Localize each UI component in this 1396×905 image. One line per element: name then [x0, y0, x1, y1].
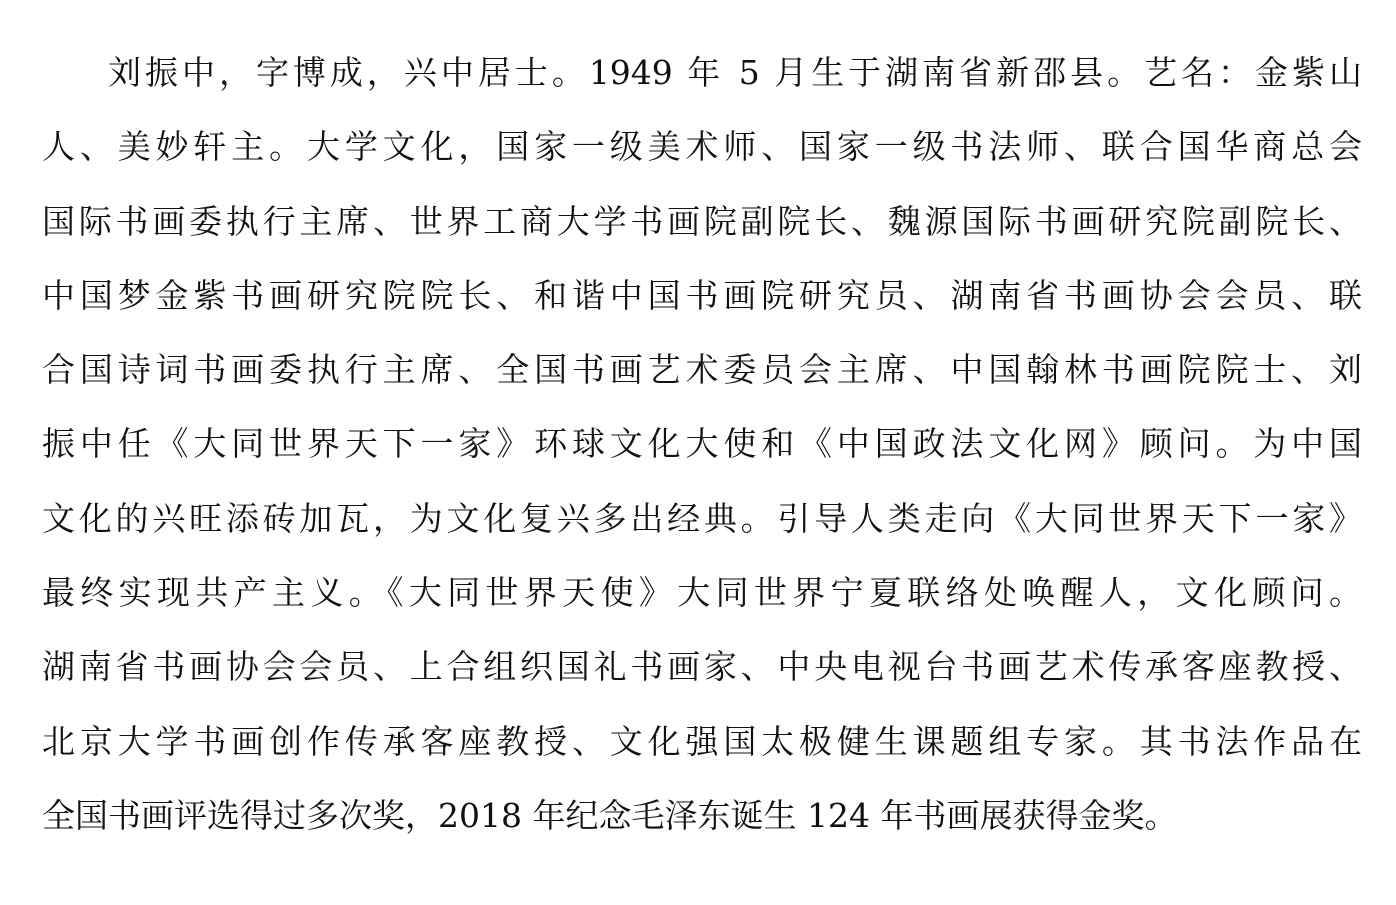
text-line-6: 振中任《大同世界天下一家》环球文化大使和《中国政法文化网》顾问。为中国	[42, 424, 1362, 464]
text-line-5: 合国诗词书画委执行主席、全国书画艺术委员会主席、中国翰林书画院院士、刘	[42, 350, 1362, 390]
text-line-9: 湖南省书画协会会员、上合组织国礼书画家、中央电视台书画艺术传承客座教授、	[42, 647, 1362, 687]
text-line-8: 最终实现共产主义。《大同世界天使》大同世界宁夏联络处唤醒人，文化顾问。	[42, 573, 1362, 613]
text-line-3: 国际书画委执行主席、世界工商大学书画院副院长、魏源国际书画研究院副院长、	[42, 201, 1362, 241]
text-line-7: 文化的兴旺添砖加瓦，为文化复兴多出经典。引导人类走向《大同世界天下一家》	[42, 498, 1362, 538]
text-line-2: 人、美妙轩主。大学文化，国家一级美术师、国家一级书法师、联合国华商总会	[42, 127, 1362, 167]
text-line-11: 全国书画评选得过多次奖，2018 年纪念毛泽东诞生 124 年书画展获得金奖。	[42, 795, 1178, 835]
text-line-10: 北京大学书画创作传承客座教授、文化强国太极健生课题组专家。其书法作品在	[42, 721, 1362, 761]
text-line-1: 刘振中，字博成，兴中居士。1949 年 5 月生于湖南省新邵县。艺名：金紫山	[108, 53, 1362, 92]
text-line-4: 中国梦金紫书画研究院院长、和谐中国书画院研究员、湖南省书画协会会员、联	[42, 275, 1362, 315]
